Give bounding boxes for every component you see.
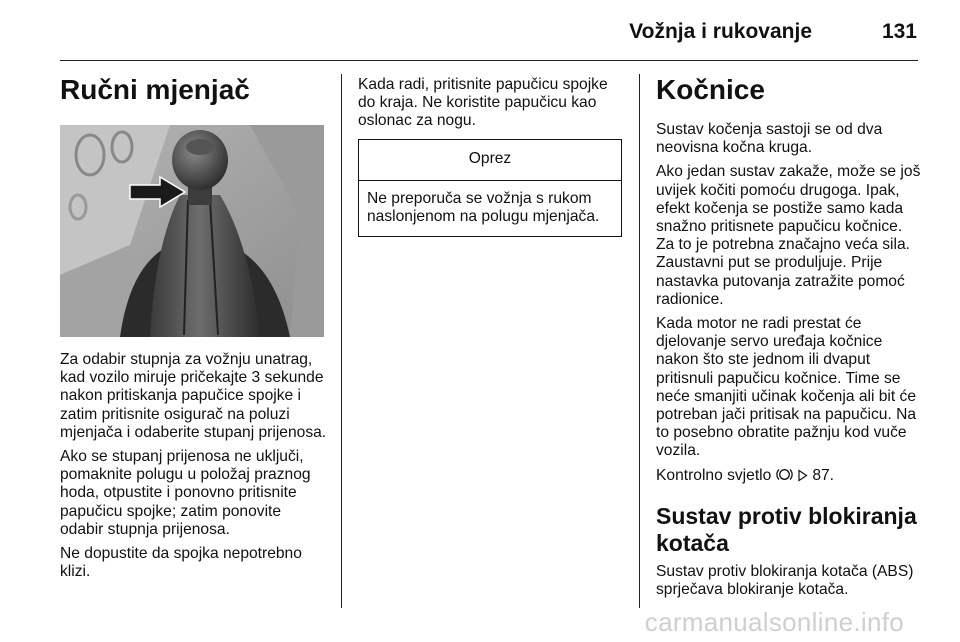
paragraph: Kada motor ne radi prestat će djelovanje servo uređaja kočnice nakon što ste jednom ili dvaput pritisnuli papučicu kočnice. Time se neće smanjiti učinak kočenja ali bit će potreban jači pritisak na papučicu. Na to posebno obratite pažnju kod vuče vozila.	[656, 315, 917, 460]
page-reference-arrow-icon	[797, 469, 808, 482]
page-reference: 87.	[812, 466, 835, 484]
paragraph: Sustav protiv blokiranja kotača (ABS) sprječava blokiranje kotača.	[656, 562, 914, 599]
paragraph: Ako se stupanj prijenosa ne uključi, pomaknite polugu u položaj praznog hoda, otpustite i ponovno pritisnite papučicu spojke; zatim ponovite odabir stupnja prijenosa.	[60, 448, 311, 538]
middle-column	[358, 76, 622, 237]
caution-text: Ne preporuča se vožnja s rukom naslonjenom na polugu mjenjača.	[367, 189, 600, 226]
paragraph: Ne dopustite da spojka nepotrebno klizi.	[60, 545, 302, 581]
section-heading-brakes: Kočnice	[656, 74, 765, 105]
control-light-label: Kontrolno svjetlo	[656, 466, 772, 484]
paragraph: Za odabir stupnja za vožnju unatrag, kad vozilo miruje pričekajte 3 sekunde nakon pritiskanja papučice spojke i zatim pritisnite osigurač na poluzi mjenjača i odaberite stupanj prijenosa.	[60, 351, 327, 441]
paragraph: Ako jedan sustav zakaže, može se još uvijek kočiti pomoću drugoga. Ipak, efekt kočenja se postiže samo kada snažno pritisnete papučicu kočnice. Za to je potrebna značajno veća sila. Zaustavni put se produljuje. Prije nastavka putovanja zatražite pomoć radionice.	[656, 163, 921, 308]
column-divider-2	[639, 74, 640, 608]
left-column-text	[60, 351, 328, 587]
paragraph: Sustav kočenja sastoji se od dva neovisna kočna kruga.	[656, 121, 883, 157]
section-heading-manual-transmission: Ručni mjenjač	[60, 74, 250, 105]
page-number: 131	[881, 20, 917, 43]
section-heading-abs: Sustav protiv blokiranja kotača	[656, 502, 917, 556]
caution-title: Oprez	[359, 140, 621, 181]
header-divider	[60, 60, 918, 61]
right-column	[656, 74, 924, 605]
brake-warning-light-icon	[776, 467, 793, 482]
gear-shift-lever-photo	[60, 125, 324, 337]
watermark: carmanualsonline.info	[644, 607, 904, 637]
control-light-line	[656, 467, 924, 485]
column-divider-1	[341, 74, 342, 608]
running-header-title: Vožnja i rukovanje	[629, 20, 812, 43]
left-column	[60, 74, 328, 106]
paragraph: Kada radi, pritisnite papučicu spojke do kraja. Ne koristite papučicu kao oslonac za nogu.	[358, 76, 608, 130]
caution-box	[358, 139, 622, 238]
